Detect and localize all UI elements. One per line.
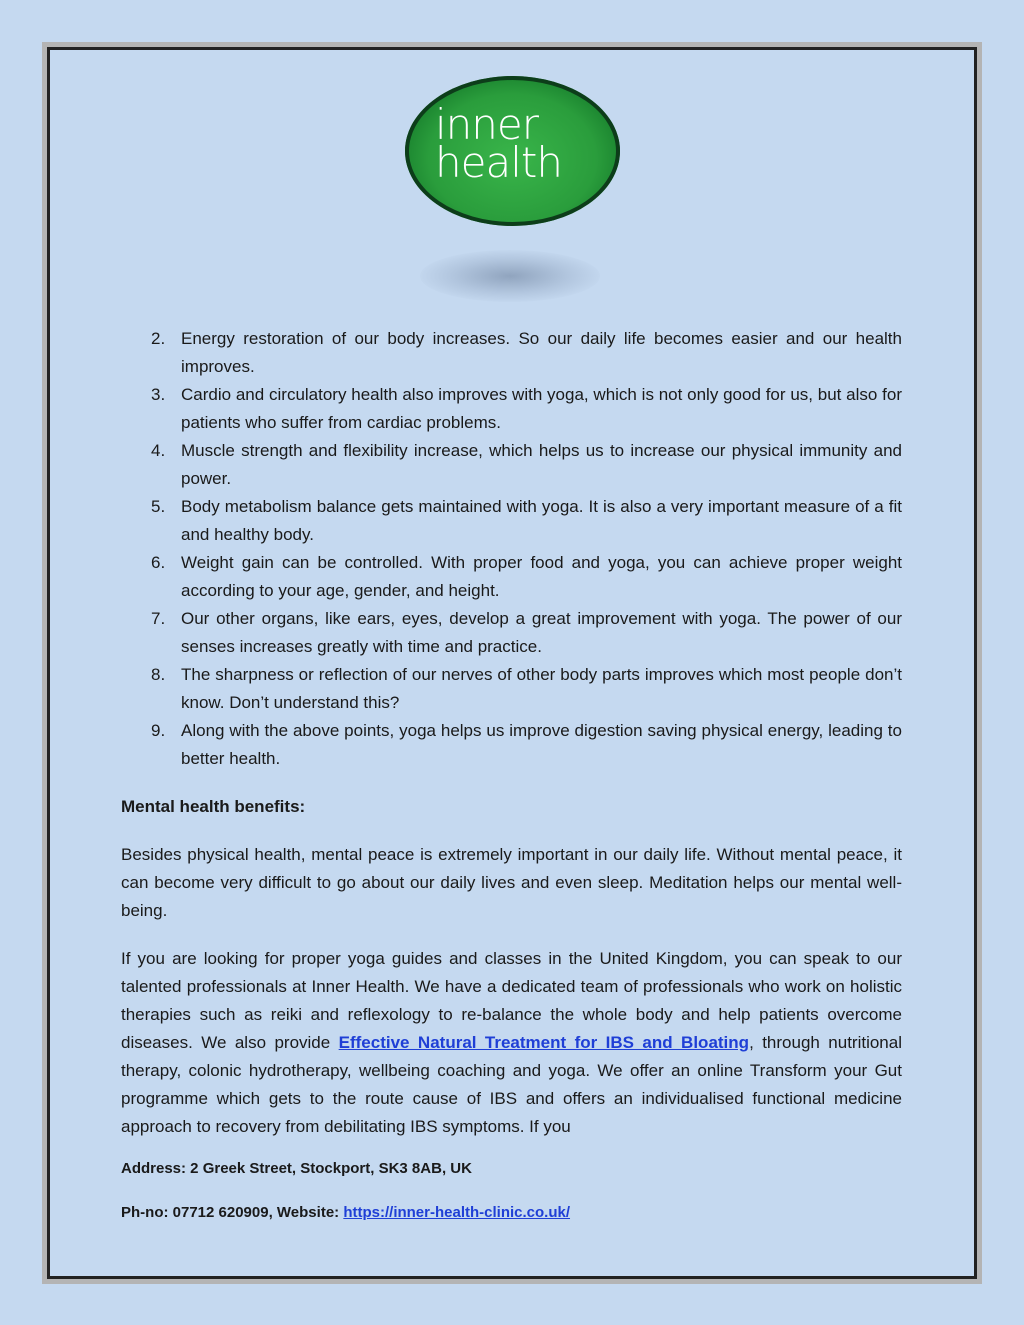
list-item xyxy=(121,437,902,493)
benefits-list xyxy=(121,325,902,773)
list-number: 3. xyxy=(151,385,166,404)
paragraph-mental-peace: Besides physical health, mental peace is extremely important in our daily life. Without mental peace, it can become very difficult to go about our daily lives and even sleep. Meditation helps our mental well-being. xyxy=(121,845,902,920)
logo-line-2: health xyxy=(435,138,562,187)
list-number: 8. xyxy=(151,665,166,684)
list-item xyxy=(121,325,902,381)
list-number: 2. xyxy=(151,329,166,348)
website-link[interactable]: https://inner-health-clinic.co.uk/ xyxy=(343,1204,571,1221)
list-text: Energy restoration of our body increases. So our daily life becomes easier and our health improves. xyxy=(181,329,902,376)
list-item xyxy=(121,549,902,605)
list-number: 5. xyxy=(151,497,166,516)
address: Address: 2 Greek Street, Stockport, SK3 8AB, UK xyxy=(121,1160,472,1177)
list-item xyxy=(121,381,902,437)
list-text: Body metabolism balance gets maintained with yoga. It is also a very important measure of a fit and healthy body. xyxy=(181,497,902,544)
contact-line xyxy=(121,1202,902,1224)
section-heading: Mental health benefits: xyxy=(121,797,306,816)
inner-health-logo xyxy=(405,76,620,231)
logo-line-1: inner xyxy=(435,100,539,149)
list-item xyxy=(121,493,902,549)
list-text: The sharpness or reflection of our nerves of other body parts improves which most people don’t know. Don’t understand this? xyxy=(181,665,902,712)
paragraph-services xyxy=(121,945,902,1141)
list-number: 9. xyxy=(151,721,166,740)
footer xyxy=(121,1158,902,1224)
list-number: 7. xyxy=(151,609,166,628)
list-text: Our other organs, like ears, eyes, develop a great improvement with yoga. The power of our senses increases greatly with time and practice. xyxy=(181,609,902,656)
paragraph-text: , through nutritional therapy, colonic hydrotherapy, wellbeing coaching and yoga. We offer an online Transform your Gut programme which gets to the route cause of IBS and offers an individualised functional medicine approach to recovery from debilitating IBS symptoms. If you xyxy=(121,1033,902,1136)
list-number: 6. xyxy=(151,553,166,572)
document-body xyxy=(121,325,902,1141)
list-text: Weight gain can be controlled. With proper food and yoga, you can achieve proper weight according to your age, gender, and height. xyxy=(181,553,902,600)
phone-label: Ph-no: 07712 620909, Website: xyxy=(121,1204,344,1221)
list-item xyxy=(121,661,902,717)
list-text: Along with the above points, yoga helps us improve digestion saving physical energy, leading to better health. xyxy=(181,721,902,768)
logo-shadow xyxy=(420,250,600,302)
list-text: Muscle strength and flexibility increase, which helps us to increase our physical immunity and power. xyxy=(181,441,902,488)
list-item xyxy=(121,717,902,773)
ibs-treatment-link[interactable]: Effective Natural Treatment for IBS and Bloating xyxy=(338,1033,750,1052)
list-item xyxy=(121,605,902,661)
paragraph-text: If you are looking for proper yoga guides and classes in the United Kingdom, you can speak to our talented professionals at Inner Health. We have a dedicated team of professionals who work on holistic therapies such as reiki and reflexology to re-balance the whole body and help patients overcome diseases. We also provide xyxy=(121,949,902,1052)
list-text: Cardio and circulatory health also improves with yoga, which is not only good for us, but also for patients who suffer from cardiac problems. xyxy=(181,385,902,432)
logo-text xyxy=(435,100,605,187)
list-number: 4. xyxy=(151,441,166,460)
